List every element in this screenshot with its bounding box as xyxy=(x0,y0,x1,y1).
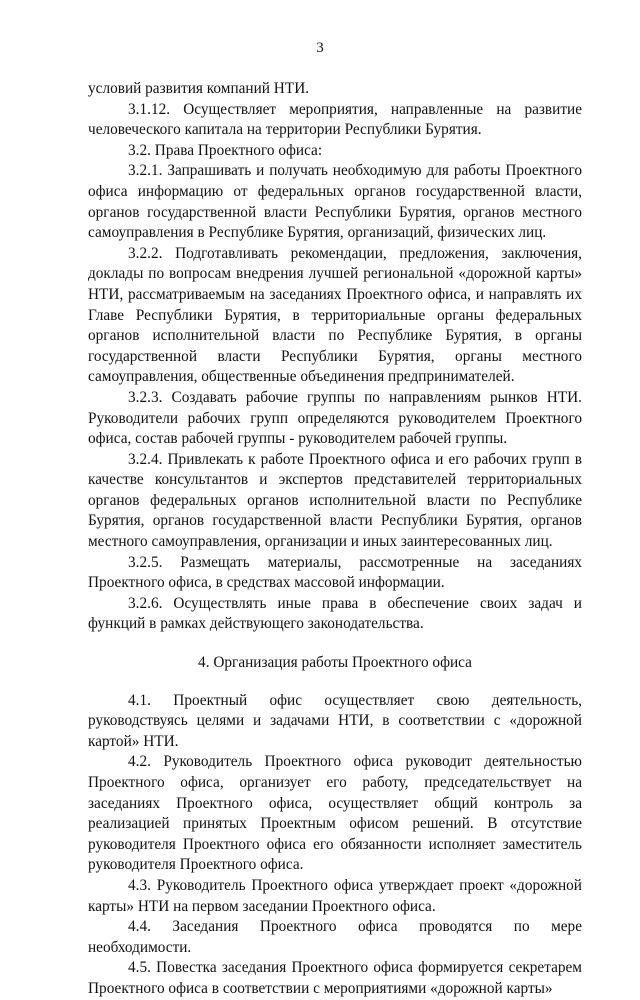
paragraph-3-2-2: 3.2.2. Подготавливать рекомендации, предложения, заключения, доклады по вопросам внедрения лучшей региональной «дорожной карты» НТИ, рассматриваемым на заседаниях Проектного офиса, и направлять их Главе Республики Бурятия, в территориальные органы федеральных органов исполнительной власти по Республике Бурятия, в органы государственной власти Республики Бурятия, органы местного самоуправления, общественные объединения предпринимателей. xyxy=(88,244,582,386)
section-heading: 4. Организация работы Проектного офиса xyxy=(198,654,472,672)
paragraph-4-3: 4.3. Руководитель Проектного офиса утверждает проект «дорожной карты» НТИ на первом заседании Проектного офиса. xyxy=(88,876,582,915)
paragraph-3-2-1: 3.2.1. Запрашивать и получать необходимую для работы Проектного офиса информацию от федеральных органов государственной власти, органов государственной власти Республики Бурятия, органов местного самоуправления в Республике Бурятия, организаций, физических лиц. xyxy=(88,162,582,242)
paragraph-3-2-5: 3.2.5. Размещать материалы, рассмотренные на заседаниях Проектного офиса, в средствах массовой информации. xyxy=(88,553,582,592)
paragraph-3-1-12: 3.1.12. Осуществляет мероприятия, направленные на развитие человеческого капитала на территории Республики Бурятия. xyxy=(88,100,582,139)
paragraph-4-4: 4.4. Заседания Проектного офиса проводятся по мере необходимости. xyxy=(88,918,582,956)
paragraph-3-2-4: 3.2.4. Привлекать к работе Проектного офиса и его рабочих групп в качестве консультантов и экспертов представителей территориальных органов федеральных органов исполнительной власти по Республике Бурятия, органов государственной власти Республики Бурятия, органов местного самоуправления, организации и иных заинтересованных лиц. xyxy=(88,450,582,551)
paragraph-3-2-6: 3.2.6. Осуществлять иные права в обеспечение своих задач и функций в рамках действующего законодательства. xyxy=(88,594,582,633)
page-number: 3 xyxy=(316,40,324,56)
paragraph-3-2: 3.2. Права Проектного офиса: xyxy=(128,141,323,159)
paragraph-continuation: условий развития компаний НТИ. xyxy=(88,80,310,97)
document-body xyxy=(88,79,582,1000)
paragraph-3-2-3: 3.2.3. Создавать рабочие группы по направлениям рынков НТИ. Руководители рабочих групп определяются руководителем Проектного офиса, состав рабочей группы - руководителем рабочей группы. xyxy=(88,388,582,448)
paragraph-4-2: 4.2. Руководитель Проектного офиса руководит деятельностью Проектного офиса, организует его работу, председательствует на заседаниях Проектного офиса, осуществляет общий контроль за реализацией принятых Проектным офисом решений. В отсутствие руководителя Проектного офиса его обязанности исполняет заместитель руководителя Проектного офиса. xyxy=(88,753,582,874)
paragraph-4-5: 4.5. Повестка заседания Проектного офиса формируется секретарем Проектного офиса в соответствии с мероприятиями «дорожной карты» xyxy=(88,959,582,997)
paragraph-4-1: 4.1. Проектный офис осуществляет свою деятельность, руководствуясь целями и задачами НТИ, в соответствии с «дорожной картой» НТИ. xyxy=(88,691,582,750)
